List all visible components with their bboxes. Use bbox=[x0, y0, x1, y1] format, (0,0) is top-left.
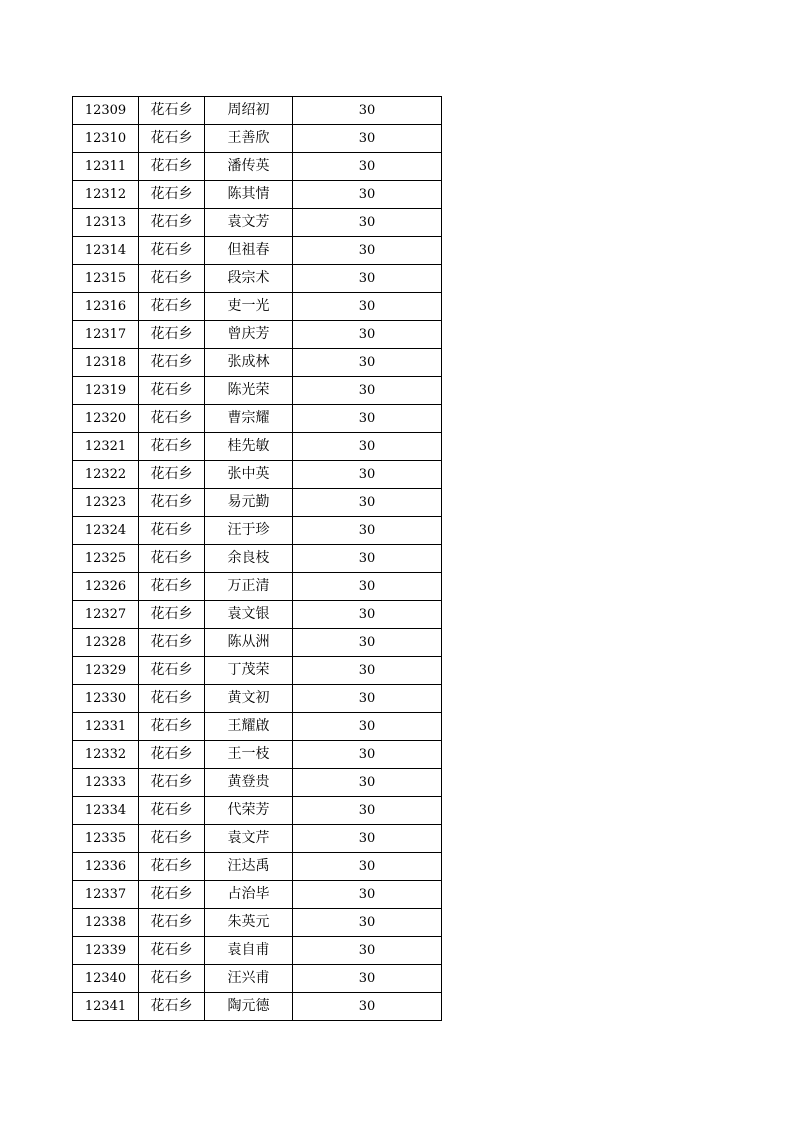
amount-cell: 30 bbox=[293, 517, 442, 545]
name-cell: 陶元德 bbox=[205, 993, 293, 1021]
name-cell: 袁文芳 bbox=[205, 209, 293, 237]
town-cell: 花石乡 bbox=[139, 965, 205, 993]
table-row bbox=[73, 125, 442, 153]
amount-cell: 30 bbox=[293, 433, 442, 461]
id-cell: 12329 bbox=[73, 657, 139, 685]
id-cell: 12328 bbox=[73, 629, 139, 657]
amount-cell: 30 bbox=[293, 181, 442, 209]
id-cell: 12311 bbox=[73, 153, 139, 181]
data-table bbox=[72, 96, 442, 1021]
table-row bbox=[73, 377, 442, 405]
amount-cell: 30 bbox=[293, 461, 442, 489]
name-cell: 王耀啟 bbox=[205, 713, 293, 741]
name-cell: 汪于珍 bbox=[205, 517, 293, 545]
table-row bbox=[73, 993, 442, 1021]
id-cell: 12339 bbox=[73, 937, 139, 965]
name-cell: 汪兴甫 bbox=[205, 965, 293, 993]
amount-cell: 30 bbox=[293, 489, 442, 517]
amount-cell: 30 bbox=[293, 741, 442, 769]
id-cell: 12336 bbox=[73, 853, 139, 881]
id-cell: 12334 bbox=[73, 797, 139, 825]
id-cell: 12319 bbox=[73, 377, 139, 405]
town-cell: 花石乡 bbox=[139, 825, 205, 853]
table-row bbox=[73, 685, 442, 713]
town-cell: 花石乡 bbox=[139, 657, 205, 685]
table-row bbox=[73, 909, 442, 937]
id-cell: 12317 bbox=[73, 321, 139, 349]
amount-cell: 30 bbox=[293, 853, 442, 881]
id-cell: 12326 bbox=[73, 573, 139, 601]
town-cell: 花石乡 bbox=[139, 769, 205, 797]
table-row bbox=[73, 517, 442, 545]
id-cell: 12324 bbox=[73, 517, 139, 545]
table-row bbox=[73, 545, 442, 573]
amount-cell: 30 bbox=[293, 125, 442, 153]
town-cell: 花石乡 bbox=[139, 461, 205, 489]
town-cell: 花石乡 bbox=[139, 797, 205, 825]
id-cell: 12321 bbox=[73, 433, 139, 461]
amount-cell: 30 bbox=[293, 237, 442, 265]
amount-cell: 30 bbox=[293, 209, 442, 237]
town-cell: 花石乡 bbox=[139, 489, 205, 517]
town-cell: 花石乡 bbox=[139, 573, 205, 601]
town-cell: 花石乡 bbox=[139, 685, 205, 713]
id-cell: 12327 bbox=[73, 601, 139, 629]
id-cell: 12313 bbox=[73, 209, 139, 237]
town-cell: 花石乡 bbox=[139, 293, 205, 321]
name-cell: 段宗术 bbox=[205, 265, 293, 293]
amount-cell: 30 bbox=[293, 153, 442, 181]
name-cell: 丁茂荣 bbox=[205, 657, 293, 685]
table-row bbox=[73, 573, 442, 601]
town-cell: 花石乡 bbox=[139, 629, 205, 657]
amount-cell: 30 bbox=[293, 321, 442, 349]
name-cell: 陈其情 bbox=[205, 181, 293, 209]
id-cell: 12332 bbox=[73, 741, 139, 769]
table-row bbox=[73, 797, 442, 825]
amount-cell: 30 bbox=[293, 293, 442, 321]
name-cell: 王一枝 bbox=[205, 741, 293, 769]
name-cell: 袁自甫 bbox=[205, 937, 293, 965]
id-cell: 12323 bbox=[73, 489, 139, 517]
amount-cell: 30 bbox=[293, 797, 442, 825]
town-cell: 花石乡 bbox=[139, 937, 205, 965]
town-cell: 花石乡 bbox=[139, 209, 205, 237]
name-cell: 汪达禹 bbox=[205, 853, 293, 881]
table-row bbox=[73, 713, 442, 741]
town-cell: 花石乡 bbox=[139, 601, 205, 629]
id-cell: 12312 bbox=[73, 181, 139, 209]
amount-cell: 30 bbox=[293, 965, 442, 993]
name-cell: 黄登贵 bbox=[205, 769, 293, 797]
id-cell: 12318 bbox=[73, 349, 139, 377]
table-row bbox=[73, 237, 442, 265]
id-cell: 12322 bbox=[73, 461, 139, 489]
amount-cell: 30 bbox=[293, 573, 442, 601]
name-cell: 袁文芹 bbox=[205, 825, 293, 853]
id-cell: 12309 bbox=[73, 97, 139, 125]
name-cell: 王善欣 bbox=[205, 125, 293, 153]
id-cell: 12341 bbox=[73, 993, 139, 1021]
amount-cell: 30 bbox=[293, 601, 442, 629]
id-cell: 12314 bbox=[73, 237, 139, 265]
id-cell: 12337 bbox=[73, 881, 139, 909]
table-row bbox=[73, 769, 442, 797]
table-row bbox=[73, 489, 442, 517]
table-row bbox=[73, 265, 442, 293]
table-row bbox=[73, 209, 442, 237]
name-cell: 潘传英 bbox=[205, 153, 293, 181]
id-cell: 12330 bbox=[73, 685, 139, 713]
town-cell: 花石乡 bbox=[139, 181, 205, 209]
name-cell: 易元勤 bbox=[205, 489, 293, 517]
id-cell: 12316 bbox=[73, 293, 139, 321]
town-cell: 花石乡 bbox=[139, 853, 205, 881]
town-cell: 花石乡 bbox=[139, 237, 205, 265]
amount-cell: 30 bbox=[293, 405, 442, 433]
name-cell: 曾庆芳 bbox=[205, 321, 293, 349]
table-row bbox=[73, 601, 442, 629]
table-row bbox=[73, 97, 442, 125]
name-cell: 但祖春 bbox=[205, 237, 293, 265]
name-cell: 朱英元 bbox=[205, 909, 293, 937]
amount-cell: 30 bbox=[293, 349, 442, 377]
amount-cell: 30 bbox=[293, 97, 442, 125]
town-cell: 花石乡 bbox=[139, 265, 205, 293]
name-cell: 代荣芳 bbox=[205, 797, 293, 825]
amount-cell: 30 bbox=[293, 629, 442, 657]
table-row bbox=[73, 153, 442, 181]
table-row bbox=[73, 825, 442, 853]
amount-cell: 30 bbox=[293, 825, 442, 853]
name-cell: 周绍初 bbox=[205, 97, 293, 125]
id-cell: 12335 bbox=[73, 825, 139, 853]
name-cell: 张成林 bbox=[205, 349, 293, 377]
name-cell: 曹宗耀 bbox=[205, 405, 293, 433]
name-cell: 万正清 bbox=[205, 573, 293, 601]
amount-cell: 30 bbox=[293, 377, 442, 405]
amount-cell: 30 bbox=[293, 685, 442, 713]
id-cell: 12310 bbox=[73, 125, 139, 153]
town-cell: 花石乡 bbox=[139, 153, 205, 181]
town-cell: 花石乡 bbox=[139, 993, 205, 1021]
table-row bbox=[73, 293, 442, 321]
town-cell: 花石乡 bbox=[139, 545, 205, 573]
id-cell: 12333 bbox=[73, 769, 139, 797]
amount-cell: 30 bbox=[293, 713, 442, 741]
name-cell: 张中英 bbox=[205, 461, 293, 489]
name-cell: 袁文银 bbox=[205, 601, 293, 629]
town-cell: 花石乡 bbox=[139, 97, 205, 125]
town-cell: 花石乡 bbox=[139, 377, 205, 405]
table-row bbox=[73, 657, 442, 685]
name-cell: 余良枝 bbox=[205, 545, 293, 573]
table-row bbox=[73, 965, 442, 993]
amount-cell: 30 bbox=[293, 545, 442, 573]
amount-cell: 30 bbox=[293, 993, 442, 1021]
id-cell: 12331 bbox=[73, 713, 139, 741]
amount-cell: 30 bbox=[293, 909, 442, 937]
town-cell: 花石乡 bbox=[139, 349, 205, 377]
table-row bbox=[73, 853, 442, 881]
table-row bbox=[73, 881, 442, 909]
table-row bbox=[73, 433, 442, 461]
id-cell: 12340 bbox=[73, 965, 139, 993]
table-row bbox=[73, 629, 442, 657]
town-cell: 花石乡 bbox=[139, 125, 205, 153]
town-cell: 花石乡 bbox=[139, 881, 205, 909]
name-cell: 黄文初 bbox=[205, 685, 293, 713]
town-cell: 花石乡 bbox=[139, 321, 205, 349]
town-cell: 花石乡 bbox=[139, 909, 205, 937]
name-cell: 桂先敏 bbox=[205, 433, 293, 461]
name-cell: 占治毕 bbox=[205, 881, 293, 909]
table-body bbox=[73, 97, 442, 1021]
amount-cell: 30 bbox=[293, 265, 442, 293]
town-cell: 花石乡 bbox=[139, 517, 205, 545]
name-cell: 陈光荣 bbox=[205, 377, 293, 405]
name-cell: 陈从洲 bbox=[205, 629, 293, 657]
table-row bbox=[73, 181, 442, 209]
table-row bbox=[73, 461, 442, 489]
table-row bbox=[73, 937, 442, 965]
table-row bbox=[73, 405, 442, 433]
town-cell: 花石乡 bbox=[139, 713, 205, 741]
town-cell: 花石乡 bbox=[139, 433, 205, 461]
amount-cell: 30 bbox=[293, 937, 442, 965]
amount-cell: 30 bbox=[293, 881, 442, 909]
table-row bbox=[73, 741, 442, 769]
town-cell: 花石乡 bbox=[139, 741, 205, 769]
id-cell: 12338 bbox=[73, 909, 139, 937]
town-cell: 花石乡 bbox=[139, 405, 205, 433]
amount-cell: 30 bbox=[293, 657, 442, 685]
id-cell: 12325 bbox=[73, 545, 139, 573]
id-cell: 12315 bbox=[73, 265, 139, 293]
table-row bbox=[73, 321, 442, 349]
amount-cell: 30 bbox=[293, 769, 442, 797]
id-cell: 12320 bbox=[73, 405, 139, 433]
name-cell: 吏一光 bbox=[205, 293, 293, 321]
table-row bbox=[73, 349, 442, 377]
